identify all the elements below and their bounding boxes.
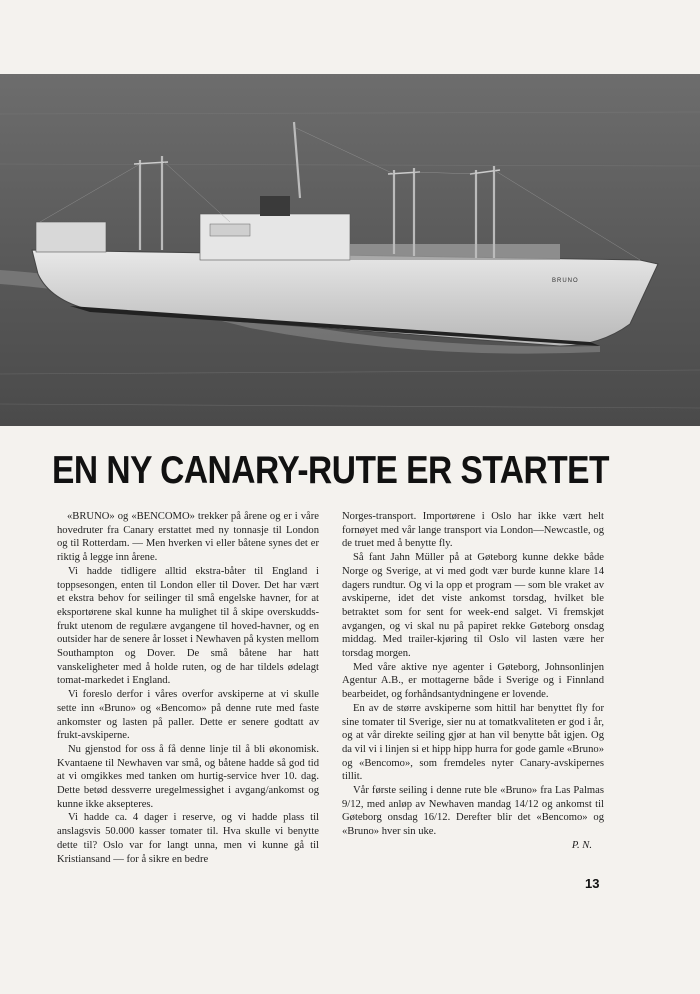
paragraph: Med våre aktive nye agenter i Gøteborg, Johnsonlinjen Agentur A.B., er mottagerne både i Sverige og i Finnland bearbeidet, og forhåndsantydningene er lovende.	[342, 661, 604, 701]
funnel	[260, 196, 290, 216]
aft-deckhouse	[36, 222, 106, 252]
article-column-right	[342, 510, 604, 853]
author-signature: P. N.	[571, 839, 592, 851]
article-column-left	[57, 510, 319, 866]
paragraph: Så fant Jahn Müller på at Gøteborg kunne dekke både Norge og Sverige, at vi med godt vær burde kunne klare 14 dagers rundtur. Og vi la opp et program — som ble vraket av avskiperne, idet det viste ankomst torsdag, hvilket ble betraktet som for sent for week-end salget. Vi fremskjøt avgangen, og vi skal nu på papiret rekke Gøteborg onsdag middag. Med trailer-kjøring til Oslo vil lasten være her torsdag morgen.	[342, 552, 604, 660]
page-number: 13	[585, 876, 600, 891]
lifeboat	[210, 224, 250, 236]
paragraph: «BRUNO» og «BENCOMO» trekker på årene og er i våre hovedruter fra Canary erstattet med ny tonnasje til London og til Rotterdam. — Men hverken vi eller båtene synes det er riktig å legge inn årene.	[57, 511, 319, 564]
paragraph: En av de større avskiperne som hittil har benyttet fly for sine tomater til Sverige, sier nu at tomatkvaliteten er god i år, og at vår direkte seiling gjør at han vil benytte båt igjen. Og da vil vi i linjen si et hipp hipp hurra for gode gamle «Bruno» og «Bencomo», som fremdeles nyter Canary-avskipernes tillit.	[342, 702, 604, 783]
hull-name-text: BRUNO	[552, 278, 579, 284]
paragraph: Vi foreslo derfor i våres overfor avskiperne at vi skulle sette inn «Bruno» og «Bencomo» på denne rute med faste ankomster og lasten på paller. Dette er senere godtatt av frukt-avskiperne.	[57, 689, 319, 742]
paragraph: Vår første seiling i denne rute ble «Bruno» fra Las Palmas 9/12, med anløp av Newhaven mandag 14/12 og ankomst til Gøteborg onsdag 16/12. Derefter blir det «Bencomo» og «Bruno» hver sin uke.	[342, 785, 604, 838]
paragraph: Nu gjenstod for oss å få denne linje til å bli økonomisk. Kvantaene til Newhaven var små, og båtene hadde så god tid at vi omgikkes med tanken om hurtig-service hver 10. dag. Dette betød dessverre uregelmessighet i avgang/ankomst og kunne ikke aksepteres.	[57, 743, 319, 810]
paragraph: Vi hadde tidligere alltid ekstra-båter til England i toppsesongen, enten til London eller til Dover. Det har vært et ekstra behov for seilinger til små engelske havner, for at eksportørene skal kunne ha mulighet til å skipe overskudds-frukt utenom de regulære avgangene til hoved-havner, og en outsider har de senere år losset i Newhaven på kysten mellom Southampton og Dover. De små båtene har hatt vanskeligheter med å holde ruten, og de har tildels ødelagt tomat-markedet i England.	[57, 565, 319, 687]
article-headline: EN NY CANARY-RUTE ER STARTET	[52, 449, 610, 492]
paragraph: Vi hadde ca. 4 dager i reserve, og vi hadde plass til anslagsvis 50.000 kasser tomater til. Hva skulle vi benytte dette til? Oslo var for langt unna, men vi kunne gå til Kristiansand — for å sikre en bedre	[57, 812, 319, 865]
paragraph: Norges-transport. Importørene i Oslo har ikke vært helt fornøyet med vår lange transport via London—Newcastle, og de truet med å benytte fly.	[342, 511, 604, 550]
deck-cargo	[350, 244, 560, 260]
ship-photo	[0, 74, 700, 426]
bridge-superstructure	[200, 214, 350, 260]
